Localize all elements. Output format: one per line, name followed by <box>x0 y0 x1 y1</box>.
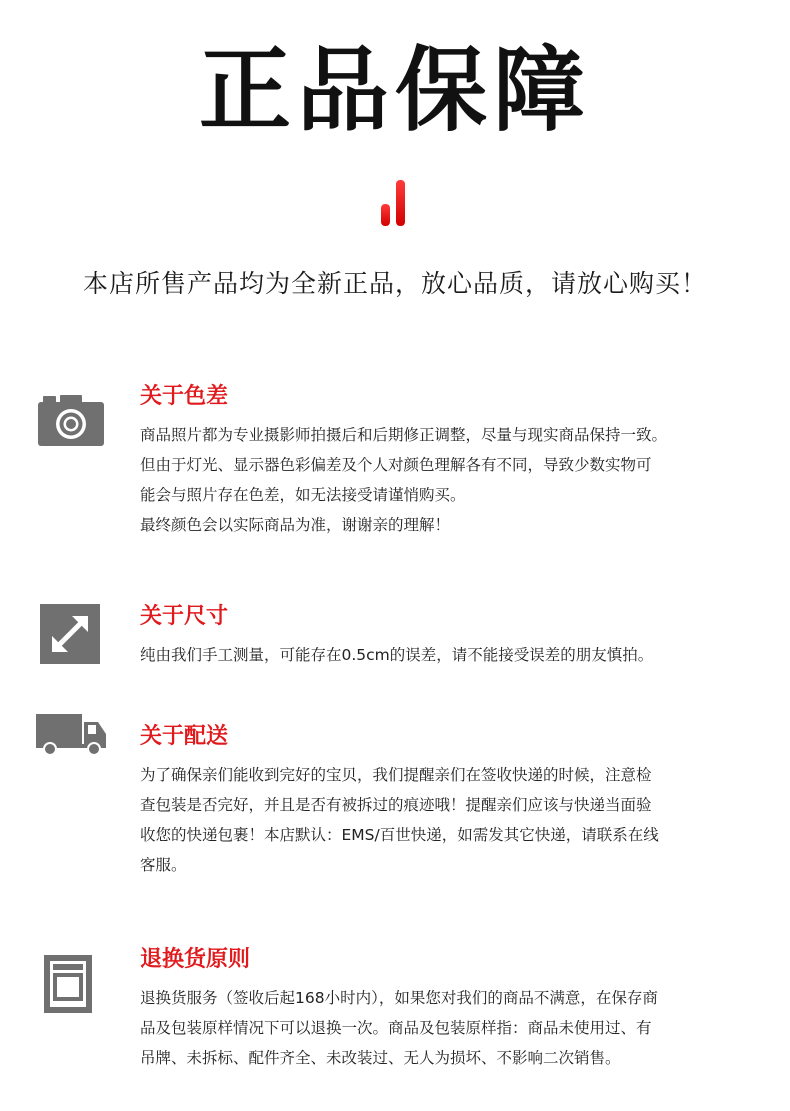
red-bar-tall <box>396 180 405 226</box>
body-line: 查包装是否完好，并且是否有被拆过的痕迹哦！提醒亲们应该与快递当面验 <box>140 796 652 814</box>
section-heading: 关于色差 <box>140 384 229 409</box>
body-line: 但由于灯光、显示器色彩偏差及个人对颜色理解各有不同，导致少数实物可 <box>140 456 652 474</box>
section-heading: 关于配送 <box>140 724 229 749</box>
camera-icon <box>38 394 104 460</box>
body-line: 纯由我们手工测量，可能存在0.5cm的误差，请不能接受误差的朋友慎拍。 <box>140 646 654 664</box>
section-body <box>140 760 760 880</box>
section-body <box>140 420 760 540</box>
red-bars-icon <box>381 180 411 226</box>
package-box-icon <box>44 955 110 1021</box>
page-subtitle: 本店所售产品均为全新正品，放心品质，请放心购买！ <box>82 269 707 298</box>
body-line: 客服。 <box>140 856 187 874</box>
page-title: 正品保障 <box>198 37 591 144</box>
section-heading: 关于尺寸 <box>140 604 229 629</box>
body-line: 品及包装原样情况下可以退换一次。商品及包装原样指：商品未使用过、有 <box>140 1019 652 1037</box>
body-line: 最终颜色会以实际商品为准，谢谢亲的理解！ <box>140 516 451 534</box>
body-line: 能会与照片存在色差，如无法接受请谨悄购买。 <box>140 486 466 504</box>
truck-icon <box>36 712 108 778</box>
red-bar-short <box>381 204 390 226</box>
body-line: 退换货服务（签收后起168小时内），如果您对我们的商品不满意，在保存商 <box>140 989 658 1007</box>
body-line: 收您的快递包裹！本店默认：EMS/百世快递，如需发其它快递，请联系在线 <box>140 826 659 844</box>
section-heading: 退换货原则 <box>140 947 251 972</box>
body-line: 为了确保亲们能收到完好的宝贝，我们提醒亲们在签收快递的时候，注意检 <box>140 766 652 784</box>
body-line: 吊牌、未拆标、配件齐全、未改装过、无人为损坏、不影响二次销售。 <box>140 1049 621 1067</box>
section-body <box>140 640 760 670</box>
body-line: 商品照片都为专业摄影师拍摄后和后期修正调整，尽量与现实商品保持一致。 <box>140 426 668 444</box>
section-body <box>140 983 760 1073</box>
resize-arrow-icon <box>40 604 106 670</box>
